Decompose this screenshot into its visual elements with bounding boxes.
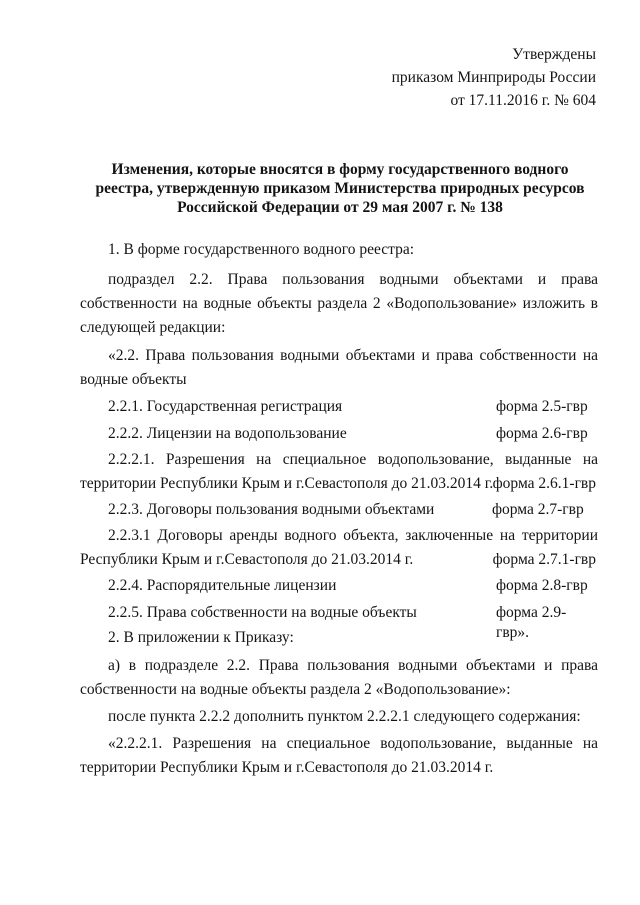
approval-line-2: приказом Минприроды России: [391, 69, 596, 86]
paragraph-5-line-2: собственности на водные объекты раздела 2 «Водопользование»:: [80, 681, 511, 698]
item-5-form: форма 2.7.1-гвр: [492, 551, 596, 568]
paragraph-5-line-1: а) в подразделе 2.2. Права пользования водными объектами и права: [108, 657, 598, 674]
item-3-line-1: 2.2.2.1. Разрешения на специальное водопользование, выданные на: [108, 451, 598, 468]
paragraph-7-line-1: «2.2.2.1. Разрешения на специальное водопользование, выданные на: [108, 735, 598, 752]
document-title-line-1: Изменения, которые вносятся в форму государственного водного: [111, 161, 569, 178]
item-form: форма 2.7-гвр: [492, 501, 584, 518]
document-title-line-2: реестра, утвержденную приказом Министерства природных ресурсов: [95, 180, 585, 197]
approval-line-1: Утверждены: [512, 46, 596, 63]
paragraph-6: после пункта 2.2.2 дополнить пунктом 2.2.2.1 следующего содержания:: [108, 708, 581, 725]
item-form: форма 2.9-гвр».: [496, 604, 567, 641]
approval-line-3: от 17.11.2016 г. № 604: [450, 92, 596, 109]
item-form: форма 2.6-гвр: [496, 425, 588, 442]
paragraph-4: 2. В приложении к Приказу:: [108, 629, 294, 646]
item-form: форма 2.5-гвр: [496, 398, 588, 415]
item-label: 2.2.5. Права собственности на водные объекты: [108, 604, 417, 621]
item-5-line-1: 2.2.3.1 Договоры аренды водного объекта, заключенные на территории: [108, 527, 598, 544]
paragraph-3-line-1: «2.2. Права пользования водными объектами и права собственности на: [108, 347, 598, 364]
paragraph-2-line-2: собственности на водные объекты раздела 2 «Водопользование» изложить в: [80, 295, 598, 312]
paragraph-1: 1. В форме государственного водного реестра:: [108, 241, 415, 258]
item-3-form: форма 2.6.1-гвр: [492, 475, 596, 492]
paragraph-2-line-3: следующей редакции:: [80, 319, 226, 336]
item-label: 2.2.3. Договоры пользования водными объектами: [108, 501, 435, 518]
paragraph-7-line-2: территории Республики Крым и г.Севастополя до 21.03.2014 г.: [80, 759, 494, 776]
item-label: 2.2.1. Государственная регистрация: [108, 398, 343, 415]
item-label: 2.2.2. Лицензии на водопользование: [108, 425, 347, 442]
item-label: 2.2.4. Распорядительные лицензии: [108, 577, 337, 594]
paragraph-2-line-1: подраздел 2.2. Права пользования водными объектами и права: [108, 271, 598, 288]
item-5-line-2: Республики Крым и г.Севастополя до 21.03.2014 г.: [80, 551, 414, 568]
item-form: форма 2.8-гвр: [496, 577, 588, 594]
document-title-line-3: Российской Федерации от 29 мая 2007 г. № 138: [177, 199, 503, 216]
item-3-line-2: территории Республики Крым и г.Севастополя до 21.03.2014 г.: [80, 475, 494, 492]
paragraph-3-line-2: водные объекты: [80, 371, 187, 388]
